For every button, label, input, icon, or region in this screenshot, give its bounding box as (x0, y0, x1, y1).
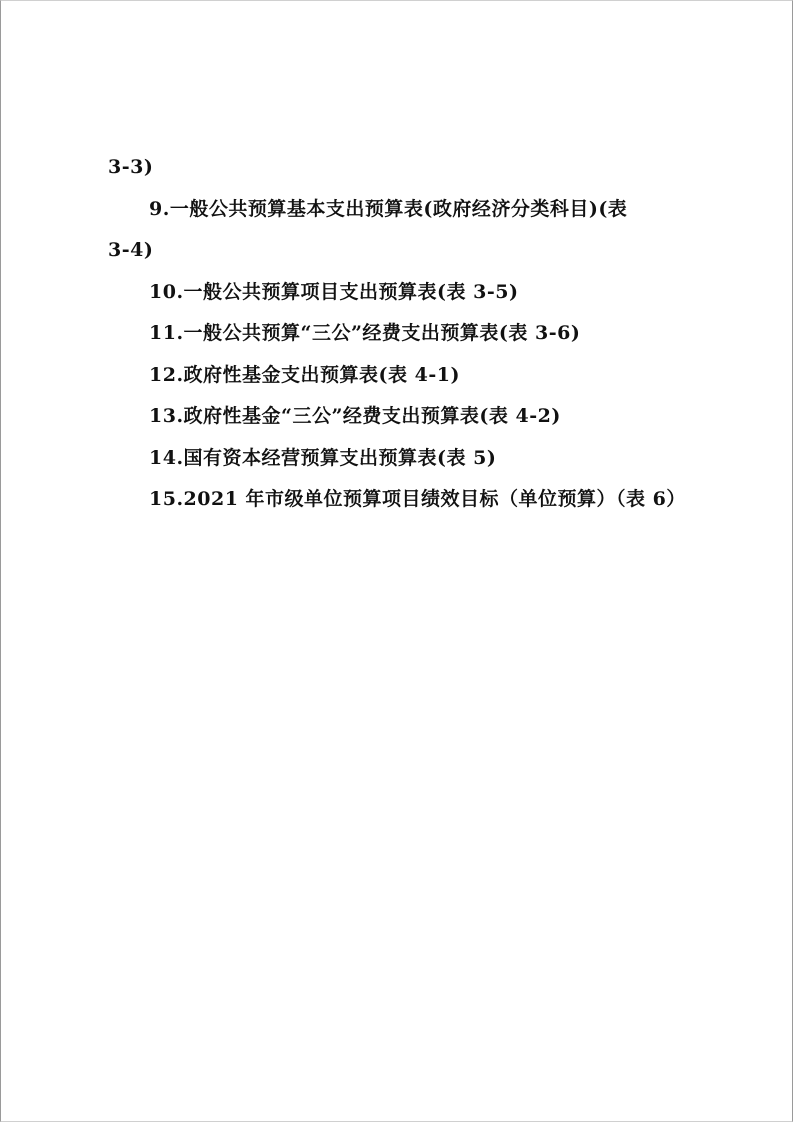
list-item-10: 10.一般公共预算项目支出预算表(表 3-5) (149, 280, 519, 303)
list-item-continuation: 3-4) (108, 239, 154, 261)
list-item-15: 15.2021 年市级单位预算项目绩效目标（单位预算）（表 6） (149, 488, 686, 510)
list-item-continuation: 3-3) (108, 156, 154, 178)
list-item-11: 11.一般公共预算“三公”经费支出预算表(表 3-6) (149, 322, 581, 344)
document-body (108, 151, 708, 525)
list-item-9: 9.一般公共预算基本支出预算表(政府经济分类科目)(表 (149, 197, 628, 220)
list-item-14: 14.国有资本经营预算支出预算表(表 5) (149, 446, 497, 469)
list-item-12: 12.政府性基金支出预算表(表 4-1) (149, 363, 460, 386)
list-item-13: 13.政府性基金“三公”经费支出预算表(表 4-2) (149, 405, 561, 427)
